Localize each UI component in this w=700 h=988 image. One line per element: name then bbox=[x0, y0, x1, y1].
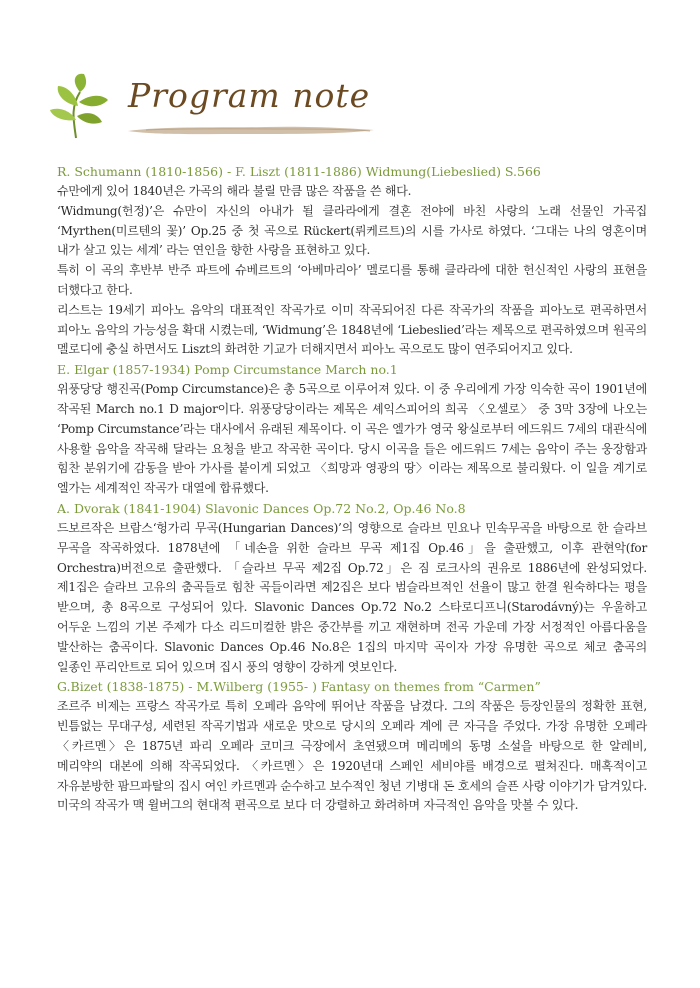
program-notes bbox=[57, 162, 647, 816]
section-paragraph: 위풍당당 행진곡(Pomp Circumstance)은 총 5곡으로 이루어져 있다. 이 중 우리에게 가장 익숙한 곡이 1901년에 작곡된 March no.1 D major이다. 위풍당당이라는 제목은 셰익스피어의 희곡 〈오셀로〉 중 3막 3장에 나오는 ‘Pomp Circumstance’라는 대사에서 유래된 제목이다. 이 곡은 엘가가 영국 왕실로부터 에드워드 7세의 대관식에 사용할 음악을 작곡해 달라는 요청을 받고 작곡한 곡이다. 당시 이곡을 들은 에드워드 7세는 음악이 주는 웅장함과 힘찬 분위기에 감동을 받아 가사를 붙이게 되었고 〈희망과 영광의 땅〉이라는 제목으로 불리웠다. 이 일을 계기로 엘가는 세계적인 작곡가 대열에 합류했다. bbox=[57, 382, 647, 496]
section-bizet bbox=[57, 677, 647, 816]
section-paragraph: 드보르작은 브람스‘헝가리 무곡(Hungarian Dances)’의 영향으로 슬라브 민요나 민속무곡을 바탕으로 한 슬라브 무곡을 작곡하였다. 1878년에 「네손을 위한 슬라브 무곡 제1집 Op.46」을 출판했고, 이후 관현악(for Orchestra)버전으로 출판했다. 「슬라브 무곡 제2집 Op.72」은 짐 로크사의 권유로 1886년에 완성되었다. 제1집은 슬라브 고유의 춤곡들로 힘찬 곡들이라면 제2집은 보다 범슬라브적인 선율이 많고 한결 원숙하다는 평을 받으며, 총 8곡으로 구성되어 있다. Slavonic Dances Op.72 No.2 스타로디프니(Starodávný)는 우울하고 어두운 느낌의 기본 주제가 다소 리드미컬한 밝은 중간부를 끼고 재현하며 전곡 가운데 가장 서정적인 아름다움을 발산하는 춤곡이다. Slavonic Dances Op.46 No.8은 1집의 마지막 곡이자 가장 유명한 곡으로 체코 춤곡의 일종인 푸리안트로 되어 있으며 집시 풍의 영향이 강하게 엿보인다. bbox=[57, 520, 647, 674]
section-dvorak bbox=[57, 499, 647, 677]
page-header bbox=[50, 70, 650, 150]
section-heading: G.Bizet (1838-1875) - M.Wilberg (1955- ) Fantasy on themes from “Carmen” bbox=[57, 679, 541, 695]
section-paragraph: 조르주 비제는 프랑스 작곡가로 특히 오페라 음악에 뛰어난 작품을 남겼다. 그의 작품은 등장인물의 정확한 표현, 빈틈없는 무대구성, 세련된 작곡기법과 새로운 맛으로 당시의 오페라 계에 큰 자극을 주었다. 가장 유명한 오페라 〈카르멘〉은 1875년 파리 오페라 코미크 극장에서 초연됐으며 메리메의 동명 소설을 바탕으로 한 알레비, 메리약의 대본에 의해 작곡되었다. 〈카르멘〉은 1920년대 스페인 세비야를 배경으로 펼쳐진다. 매혹적이고 자유분방한 팜므파탈의 집시 여인 카르멘과 순수하고 보수적인 청년 기병대 돈 호세의 슬픈 사랑 이야기가 담겨있다. 미국의 작곡가 맥 윌버그의 현대적 편곡으로 보다 더 강렬하고 화려하며 자극적인 음악을 맛볼 수 있다. bbox=[57, 699, 647, 813]
leaf-branch-icon bbox=[50, 70, 120, 140]
section-paragraph: 슈만에게 있어 1840년은 가곡의 해라 불릴 만큼 많은 작품을 쓴 해다. bbox=[57, 184, 412, 198]
page-title: Program note bbox=[128, 76, 371, 115]
section-heading: R. Schumann (1810-1856) - F. Liszt (1811-1886) Widmung(Liebeslied) S.566 bbox=[57, 164, 541, 179]
section-paragraph: ‘Widmung(헌정)’은 슈만이 자신의 아내가 될 클라라에게 결혼 전야에 바친 사랑의 노래 선물인 가곡집 ‘Myrthen(미르텐의 꽃)’ Op.25 중 첫 곡으로 Rückert(뤼케르트)의 시를 가사로 하였다. ‘그대는 나의 영혼이며 내가 살고 있는 세계’ 라는 연인을 향한 사랑을 표현하고 있다. bbox=[57, 203, 647, 258]
section-paragraph: 특히 이 곡의 후반부 반주 파트에 슈베르트의 ‘아베마리아’ 멜로디를 통해 클라라에 대한 헌신적인 사랑의 표현을 더했다고 한다. bbox=[57, 263, 647, 297]
section-elgar bbox=[57, 360, 647, 499]
brush-stroke-divider bbox=[126, 122, 376, 138]
section-schumann bbox=[57, 162, 647, 360]
section-heading: A. Dvorak (1841-1904) Slavonic Dances Op.72 No.2, Op.46 No.8 bbox=[57, 500, 466, 516]
section-heading: E. Elgar (1857-1934) Pomp Circumstance March no.1 bbox=[57, 362, 398, 378]
section-paragraph: 리스트는 19세기 피아노 음악의 대표적인 작곡가로 이미 작곡되어진 다른 작곡가의 작품을 피아노로 편곡하면서 피아노 음악의 가능성을 확대 시켰는데, ‘Widmung’은 1848년에 ‘Liebeslied’라는 제목으로 편곡하였으며 원곡의 멜로디에 충실 하면서도 Liszt의 화려한 기교가 더해지면서 피아노 곡으로도 많이 연주되어지고 있다. bbox=[57, 302, 647, 357]
